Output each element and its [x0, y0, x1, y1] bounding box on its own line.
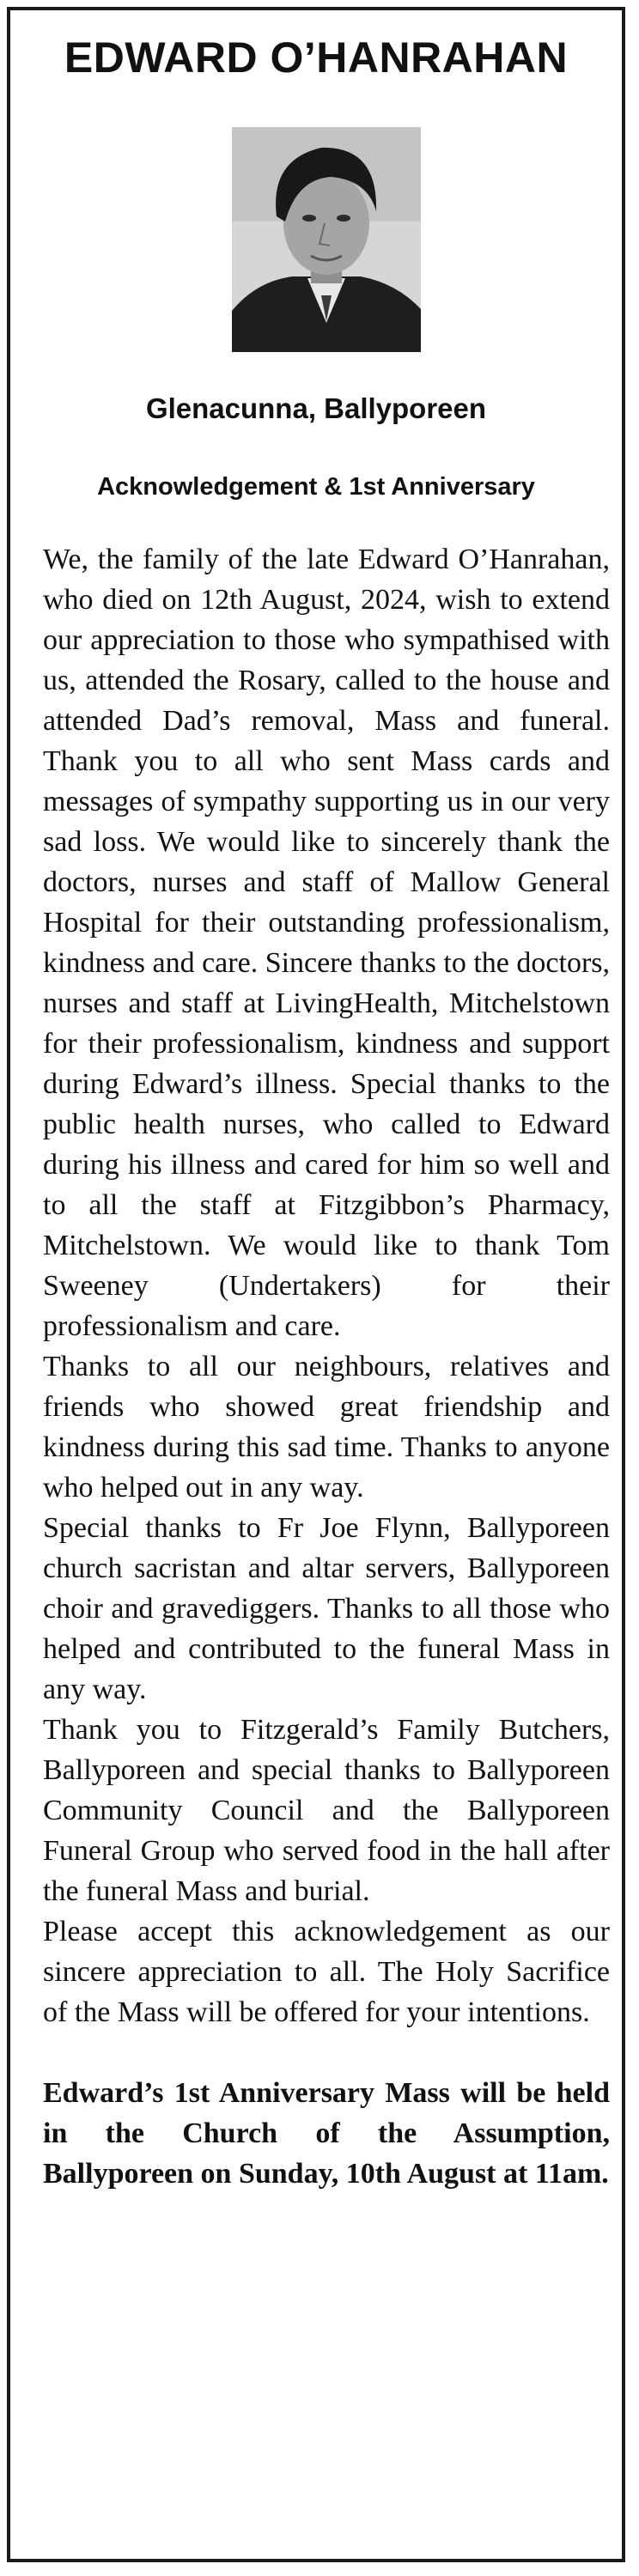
death-notice — [7, 7, 625, 2562]
paragraph: We, the family of the late Edward O’Hanrahan, who died on 12th August, 2024, wish to extend our appreciation to those who sympathised with us, attended the Rosary, called to the house and attended Dad’s removal, Mass and funeral. Thank you to all who sent Mass cards and messages of sympathy supporting us in our very sad loss. We would like to sincerely thank the doctors, nurses and staff of Mallow General Hospital for their outstanding professionalism, kindness and care. Sincere thanks to the doctors, nurses and staff at LivingHealth, Mitchelstown for their professionalism, kindness and support during Edward’s illness. Special thanks to the public health nurses, who called to Edward during his illness and cared for him so well and to all the staff at Fitzgibbon’s Pharmacy, Mitchelstown. We would like to thank Tom Sweeney (Undertakers) for their professionalism and care. — [43, 544, 610, 1342]
portrait-photo — [232, 127, 421, 352]
paragraph: Please accept this acknowledgement as our sincere appreciation to all. The Holy Sacrifice of the Mass will be offered for your intentions. — [43, 1916, 610, 2028]
deceased-name: EDWARD O’HANRAHAN — [64, 33, 569, 82]
residence-location: Glenacunna, Ballyporeen — [145, 392, 487, 424]
paragraph: Thank you to Fitzgerald’s Family Butchers, Ballyporeen and special thanks to Ballyporeen Community Council and the Ballyporeen Funeral Group who served food in the hall after the funeral Mass and burial. — [43, 1714, 610, 1907]
anniversary-mass-details: Edward’s 1st Anniversary Mass will be held in the Church of the Assumption, Ballyporeen on Sunday, 10th August at 11am. — [43, 2077, 610, 2190]
notice-title: Acknowledgement & 1st Anniversary — [97, 473, 535, 501]
acknowledgement-text — [43, 539, 610, 2194]
paragraph: Thanks to all our neighbours, relatives and friends who showed great friendship and kindness during this sad time. Thanks to anyone who helped out in any way. — [43, 1351, 610, 1504]
paragraph: Special thanks to Fr Joe Flynn, Ballyporeen church sacristan and altar servers, Ballyporeen choir and gravediggers. Thanks to all those who helped and contributed to the funeral Mass in any way. — [43, 1512, 610, 1705]
